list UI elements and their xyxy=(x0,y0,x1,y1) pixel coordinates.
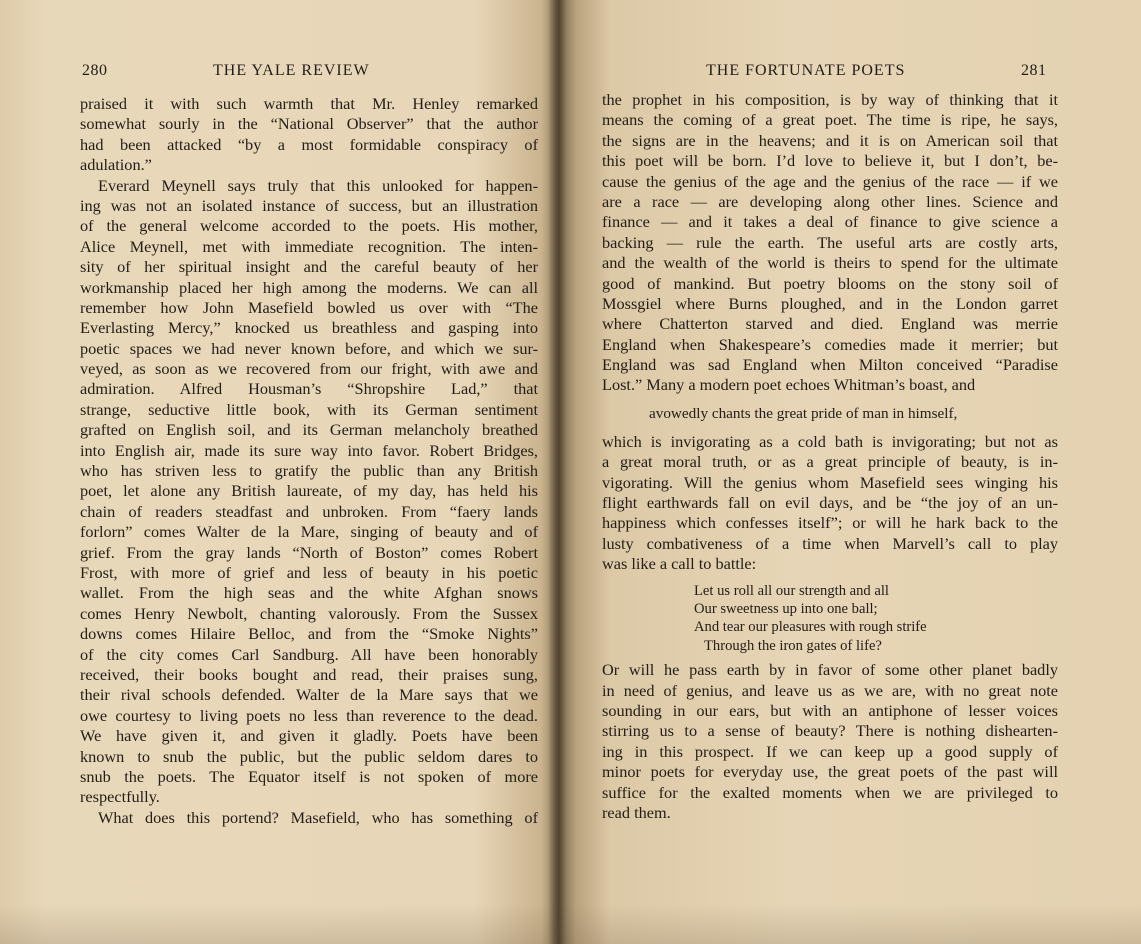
text-line: flight earthwards fall on evil days, and be “the joy of an un- xyxy=(602,493,1058,513)
poem-line: Through the iron gates of life? xyxy=(704,637,882,654)
running-title: THE FORTUNATE POETS xyxy=(706,62,906,79)
page-number: 281 xyxy=(1021,62,1047,79)
body-text xyxy=(80,94,538,828)
text-line: Lost.” Many a modern poet echoes Whitman’s boast, and xyxy=(602,375,976,395)
poem-line: Let us roll all our strength and all xyxy=(694,582,889,599)
text-line: suffice for the exalted moments when we are privileged to xyxy=(602,782,1058,802)
text-line: sounding in our ears, but with an antiphone of lesser voices xyxy=(602,700,1058,720)
text-line: England was sad England when Milton conceived “Paradise xyxy=(602,355,1058,375)
poem-excerpt xyxy=(602,581,1058,655)
text-line: into English air, made its sure way into favor. Robert Bridges, xyxy=(80,440,538,460)
text-line: who has striven less to gratify the public than any British xyxy=(80,461,538,481)
text-line: downs comes Hilaire Belloc, and from the “Smoke Nights” xyxy=(80,624,538,644)
text-line: their rival schools defended. Walter de la Mare says that we xyxy=(80,685,538,705)
text-line: Mossgiel where Burns ploughed, and in the London garret xyxy=(602,293,1058,313)
text-line: remember how John Masefield bowled us over with “The xyxy=(80,297,538,317)
text-line: received, their books bought and read, their praises sung, xyxy=(80,664,538,684)
page-number: 280 xyxy=(82,62,108,79)
text-line: poet, let alone any British laureate, of my day, has held his xyxy=(80,481,538,501)
text-line: backing — rule the earth. The useful arts are costly arts, xyxy=(602,232,1058,252)
text-line: We have given it, and given it gladly. Poets have been xyxy=(80,726,538,746)
text-line: What does this portend? Masefield, who has something of xyxy=(98,807,538,827)
text-line: grief. From the gray lands “North of Boston” comes Robert xyxy=(80,542,538,562)
text-line: strange, seductive little book, with its German sentiment xyxy=(80,399,538,419)
text-line: known to snub the public, but the public seldom dares to xyxy=(80,746,538,766)
text-line: Frost, with more of grief and less of beauty in his poetic xyxy=(80,562,538,582)
book-gutter xyxy=(548,0,566,944)
left-page xyxy=(0,0,558,944)
text-line: admiration. Alfred Housman’s “Shropshire Lad,” that xyxy=(80,379,538,399)
text-line: comes Henry Newbolt, chanting valorously. From the Sussex xyxy=(80,603,538,623)
text-line: which is invigorating as a cold bath is invigorating; but not as xyxy=(602,431,1058,451)
body-text xyxy=(602,90,1058,823)
text-line: Alice Meynell, met with immediate recognition. The inten- xyxy=(80,236,538,256)
text-line: forlorn” comes Walter de la Mare, singing of beauty and of xyxy=(80,522,538,542)
text-line: are a race — are developing along other lines. Science and xyxy=(602,191,1058,211)
text-line: Everlasting Mercy,” knocked us breathless and gasping into xyxy=(80,318,538,338)
text-line: ing in this prospect. If we can keep up a good supply of xyxy=(602,741,1058,761)
text-line: vigorating. Will the genius whom Masefield sees winging his xyxy=(602,472,1058,492)
text-line: where Chatterton starved and died. England was merrie xyxy=(602,314,1058,334)
text-line: this poet will be born. I’d love to believe it, but I don’t, be- xyxy=(602,151,1058,171)
text-line: ing was not an isolated instance of success, but an illustration xyxy=(80,195,538,215)
text-line: of the city comes Carl Sandburg. All have been honorably xyxy=(80,644,538,664)
text-line: poetic spaces we had never known before, and which we sur- xyxy=(80,338,538,358)
text-line: finance — and it takes a deal of finance to give science a xyxy=(602,212,1058,232)
text-line: the prophet in his composition, is by way of thinking that it xyxy=(602,90,1058,109)
text-line: good of mankind. But poetry blooms on the stony soil of xyxy=(602,273,1058,293)
text-line: grafted on English soil, and its German melancholy breathed xyxy=(80,420,538,440)
text-line: read them. xyxy=(602,802,671,822)
text-line: praised it with such warmth that Mr. Henley remarked xyxy=(80,94,538,113)
text-line: respectfully. xyxy=(80,787,160,807)
running-title: THE YALE REVIEW xyxy=(213,62,370,79)
text-line: stirring us to a sense of beauty? There is nothing dishearten- xyxy=(602,721,1058,741)
text-line: chain of readers steadfast and unbroken. From “faery lands xyxy=(80,501,538,521)
right-page xyxy=(558,0,1141,944)
poem-line: Our sweetness up into one ball; xyxy=(694,600,878,617)
text-line: snub the poets. The Equator itself is not spoken of more xyxy=(80,766,538,786)
page-shadow xyxy=(0,904,1141,944)
text-line: of the general welcome accorded to the poets. His mother, xyxy=(80,216,538,236)
text-line: minor poets for everyday use, the great poets of the past will xyxy=(602,762,1058,782)
quoted-line: avowedly chants the great pride of man in himself, xyxy=(649,404,958,422)
text-line: had been attacked “by a most formidable conspiracy of xyxy=(80,134,538,154)
text-line: wallet. From the high seas and the white Afghan snows xyxy=(80,583,538,603)
text-line: lusty combativeness of a time when Marvell’s call to play xyxy=(602,533,1058,553)
text-line: sity of her spiritual insight and the careful beauty of her xyxy=(80,257,538,277)
text-line: England when Shakespeare’s comedies made it merrier; but xyxy=(602,334,1058,354)
text-line: in need of genius, and leave us as we are, with no great note xyxy=(602,680,1058,700)
text-line: Everard Meynell says truly that this unlooked for happen- xyxy=(98,175,538,195)
text-line: somewhat sourly in the “National Observer” that the author xyxy=(80,114,538,134)
text-line: the signs are in the heavens; and it is on American soil that xyxy=(602,130,1058,150)
text-line: means the coming of a great poet. The time is ripe, he says, xyxy=(602,110,1058,130)
text-line: veyed, as soon as we recovered from our fright, with awe and xyxy=(80,359,538,379)
text-line: a great moral truth, or as a great principle of beauty, is in- xyxy=(602,452,1058,472)
poem-line: And tear our pleasures with rough strife xyxy=(694,619,927,636)
text-line: happiness which confesses itself”; or will he hark back to the xyxy=(602,513,1058,533)
text-line: was like a call to battle: xyxy=(602,554,757,574)
text-line: and the wealth of the world is theirs to spend for the ultimate xyxy=(602,253,1058,273)
text-line: cause the genius of the age and the genius of the race — if we xyxy=(602,171,1058,191)
text-line: Or will he pass earth by in favor of some other planet badly xyxy=(602,660,1058,680)
text-line: adulation.” xyxy=(80,155,152,175)
text-line: workmanship placed her high among the moderns. We can all xyxy=(80,277,538,297)
text-line: owe courtesy to living poets no less than reverence to the dead. xyxy=(80,705,538,725)
